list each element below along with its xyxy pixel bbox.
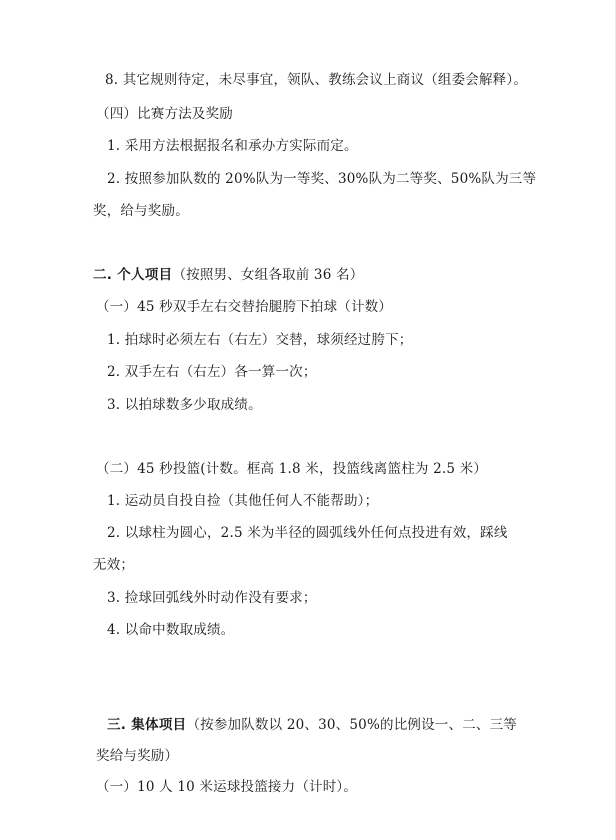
part-2-sub-2-item-4: 4. 以命中数取成绩。 — [107, 622, 235, 638]
part-2-note: （按照男、女组各取前 36 名） — [172, 267, 364, 283]
part-2-sub-1-title: （一）45 秒双手左右交替抬腿胯下拍球（计数） — [96, 299, 393, 315]
rule-8-text: 8. 其它规则待定，未尽事宜，领队、教练会议上商议（组委会解释）。 — [105, 72, 528, 88]
part-3-note-line-1: （按参加队数以 20、30、50%的比例设一、二、三等 — [186, 717, 517, 733]
part-2-sub-1-item-1: 1. 拍球时必须左右（右左）交替，球须经过胯下； — [107, 332, 413, 348]
part-2-sub-2-item-2-line-1: 2. 以球柱为圆心，2.5 米为半径的圆弧线外任何点投进有效，踩线 — [107, 525, 508, 541]
part-2-heading: 二. 个人项目 — [93, 267, 173, 283]
section-4-item-2-line-1: 2. 按照参加队数的 20%队为一等奖、30%队为二等奖、50%队为三等 — [107, 171, 537, 187]
section-4-title: （四）比赛方法及奖励 — [96, 106, 233, 122]
part-3-heading-line — [107, 716, 517, 734]
part-2-sub-2-title: （二）45 秒投篮(计数。框高 1.8 米，投篮线离篮柱为 2.5 米） — [96, 461, 488, 477]
part-2-sub-1-item-3: 3. 以拍球数多少取成绩。 — [107, 397, 262, 413]
part-3-sub-1-title: （一）10 人 10 米运球投篮接力（计时）。 — [96, 779, 358, 795]
section-4-item-2-line-2: 奖，给与奖励。 — [93, 203, 189, 219]
part-3-note-line-2: 奖给与奖励） — [96, 748, 179, 764]
section-4-item-1: 1. 采用方法根据报名和承办方实际而定。 — [107, 138, 358, 154]
part-2-heading-line — [93, 266, 363, 284]
part-2-sub-2-item-2-line-2: 无效； — [93, 557, 135, 573]
part-2-sub-2-item-1: 1. 运动员自投自捡（其他任何人不能帮助）； — [107, 493, 379, 509]
part-2-sub-2-item-3: 3. 捡球回弧线外时动作没有要求； — [107, 590, 317, 606]
part-3-heading: 三. 集体项目 — [107, 717, 187, 733]
part-2-sub-1-item-2: 2. 双手左右（右左）各一算一次； — [107, 364, 317, 380]
